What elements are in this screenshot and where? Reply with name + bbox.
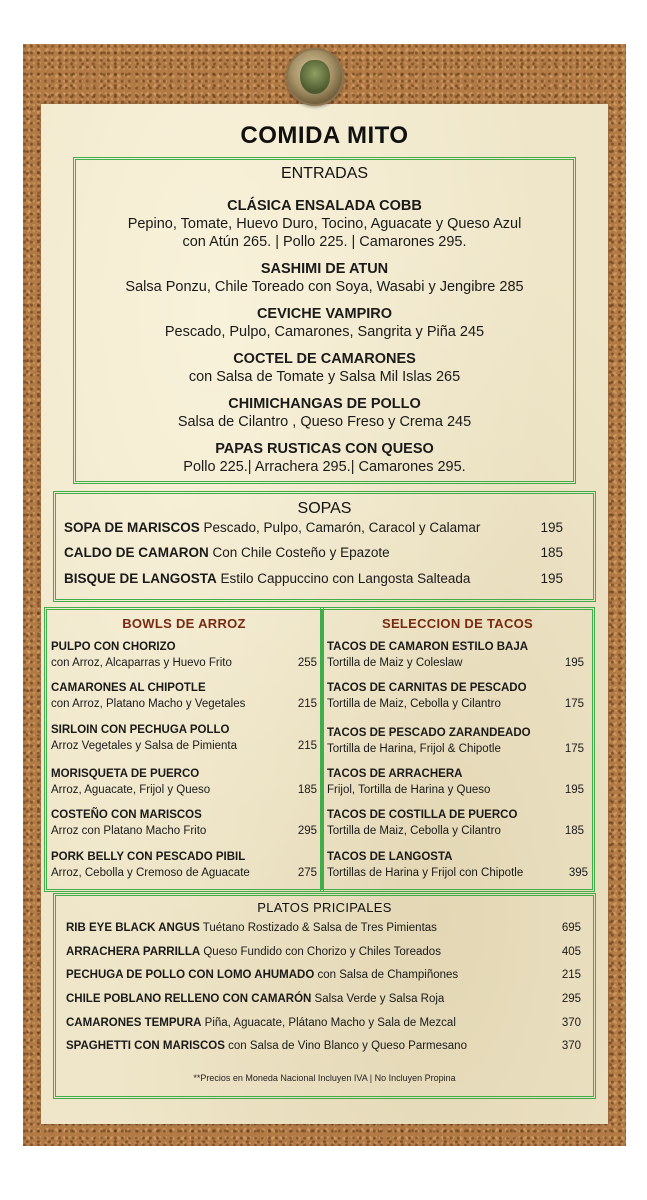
taco-price: 195 — [564, 784, 584, 796]
sopa-desc: Con Chile Costeño y Epazote — [208, 545, 390, 560]
bowl-price: 255 — [297, 657, 317, 669]
taco-price: 175 — [564, 743, 584, 755]
tacos-section — [320, 607, 595, 892]
plato-price: 370 — [561, 1017, 581, 1029]
bowl-price: 295 — [297, 825, 317, 837]
entrada-desc: con Salsa de Tomate y Salsa Mil Islas 265 — [188, 369, 461, 385]
bowl-item — [51, 767, 317, 798]
taco-price: 185 — [564, 825, 584, 837]
tacos-title: SELECCION DE TACOS — [381, 616, 534, 631]
sopa-name: BISQUE DE LANGOSTA — [64, 571, 217, 586]
plato-price: 405 — [561, 946, 581, 958]
plato-desc: con Salsa de Champiñones — [314, 969, 459, 981]
bowl-name: SIRLOIN CON PECHUGA POLLO — [51, 724, 230, 736]
bowl-desc: con Arroz, Platano Macho y Vegetales — [51, 698, 246, 710]
platos-title: PLATOS PRICIPALES — [257, 900, 392, 915]
menu-title: COMIDA MITO — [240, 122, 409, 149]
plato-name: PECHUGA DE POLLO CON LOMO AHUMADO — [66, 969, 315, 981]
plato-item — [66, 922, 581, 938]
plato-item — [66, 1040, 581, 1056]
sopa-name: CALDO DE CAMARON — [64, 545, 209, 560]
plato-price: 695 — [561, 922, 581, 934]
entradas-section — [73, 157, 576, 484]
entrada-extra: con Atún 265. | Pollo 225. | Camarones 295. — [182, 234, 467, 250]
taco-price: 175 — [564, 698, 584, 710]
taco-desc: Tortilla de Maiz, Cebolla y Cilantro — [327, 825, 501, 837]
taco-item — [327, 767, 584, 798]
bowl-name: PULPO CON CHORIZO — [51, 641, 176, 653]
entrada-item — [76, 350, 573, 386]
taco-name: TACOS DE CAMARON ESTILO BAJA — [327, 641, 529, 653]
entrada-name: PAPAS RUSTICAS CON QUESO — [215, 441, 434, 457]
plato-desc: con Salsa de Vino Blanco y Queso Parmesano — [224, 1040, 467, 1052]
bowl-desc: Arroz, Aguacate, Frijol y Queso — [51, 784, 211, 796]
plato-desc: Piña, Aguacate, Plátano Macho y Sala de Mezcal — [201, 1017, 456, 1029]
taco-name: TACOS DE ARRACHERA — [327, 768, 463, 780]
bowl-price: 275 — [297, 867, 317, 879]
plato-price: 295 — [561, 993, 581, 1005]
plato-name: CHILE POBLANO RELLENO CON CAMARÓN — [66, 993, 312, 1005]
entrada-desc: Salsa Ponzu, Chile Toreado con Soya, Wasabi y Jengibre 285 — [125, 279, 524, 295]
taco-price: 195 — [564, 657, 584, 669]
entrada-desc: Salsa de Cilantro , Queso Freso y Crema 245 — [177, 414, 472, 430]
plato-price: 215 — [561, 969, 581, 981]
entrada-name: CHIMICHANGAS DE POLLO — [228, 396, 421, 412]
entradas-title: ENTRADAS — [280, 165, 369, 182]
bowl-desc: Arroz Vegetales y Salsa de Pimienta — [51, 740, 238, 752]
entrada-name: COCTEL DE CAMARONES — [233, 351, 416, 367]
entrada-item — [76, 260, 573, 296]
bowl-name: MORISQUETA DE PUERCO — [51, 768, 200, 780]
taco-item — [327, 640, 584, 671]
sopa-price: 195 — [540, 520, 563, 535]
sopas-title: SOPAS — [297, 500, 352, 517]
sopas-section — [53, 491, 596, 602]
sopa-item — [64, 571, 563, 589]
bowl-item — [51, 808, 317, 839]
plato-item — [66, 946, 581, 962]
taco-item — [327, 726, 584, 757]
plato-price: 370 — [561, 1040, 581, 1052]
bowl-desc: Arroz, Cebolla y Cremoso de Aguacate — [51, 867, 250, 879]
plato-name: SPAGHETTI CON MARISCOS — [66, 1040, 225, 1052]
entrada-name: CLÁSICA ENSALADA COBB — [227, 198, 422, 214]
bowl-item — [51, 723, 317, 754]
taco-item — [327, 850, 588, 881]
taco-item — [327, 681, 584, 712]
plato-item — [66, 993, 581, 1009]
plato-name: ARRACHERA PARRILLA — [66, 946, 201, 958]
sopa-item — [64, 545, 563, 563]
entrada-item — [76, 440, 573, 476]
taco-price: 395 — [568, 867, 588, 879]
plato-desc: Salsa Verde y Salsa Roja — [311, 993, 445, 1005]
taco-desc: Tortillas de Harina y Frijol con Chipotle — [327, 867, 524, 879]
bowl-price: 215 — [297, 698, 317, 710]
taco-desc: Frijol, Tortilla de Harina y Queso — [327, 784, 491, 796]
plato-name: CAMARONES TEMPURA — [66, 1017, 202, 1029]
bowls-title: BOWLS DE ARROZ — [122, 616, 246, 631]
bowl-name: PORK BELLY CON PESCADO PIBIL — [51, 851, 246, 863]
entrada-desc: Pescado, Pulpo, Camarones, Sangrita y Piña 245 — [164, 324, 485, 340]
taco-desc: Tortilla de Maiz y Coleslaw — [327, 657, 463, 669]
sopa-item — [64, 520, 563, 538]
bowl-name: CAMARONES AL CHIPOTLE — [51, 682, 206, 694]
entrada-desc: Pollo 225.| Arrachera 295.| Camarones 295. — [183, 459, 466, 475]
taco-name: TACOS DE COSTILLA DE PUERCO — [327, 809, 518, 821]
entrada-desc: Pepino, Tomate, Huevo Duro, Tocino, Aguacate y Queso Azul — [127, 216, 522, 232]
entrada-item — [76, 197, 573, 251]
bowl-price: 185 — [297, 784, 317, 796]
plato-item — [66, 1017, 581, 1033]
entrada-name: CEVICHE VAMPIRO — [256, 306, 393, 322]
bowl-item — [51, 681, 317, 712]
bowl-item — [51, 850, 317, 881]
face-icon — [300, 60, 330, 94]
taco-item — [327, 808, 584, 839]
bowl-name: COSTEÑO CON MARISCOS — [51, 809, 202, 821]
entrada-item — [76, 395, 573, 431]
bowl-desc: Arroz con Platano Macho Frito — [51, 825, 207, 837]
platos-section — [53, 893, 596, 1099]
bowl-desc: con Arroz, Alcaparras y Huevo Frito — [51, 657, 232, 669]
bowl-item — [51, 640, 317, 671]
plato-item — [66, 969, 581, 985]
plato-name: RIB EYE BLACK ANGUS — [66, 922, 200, 934]
taco-name: TACOS DE PESCADO ZARANDEADO — [327, 727, 531, 739]
taco-desc: Tortilla de Maiz, Cebolla y Cilantro — [327, 698, 501, 710]
taco-desc: Tortilla de Harina, Frijol & Chipotle — [327, 743, 501, 755]
bowls-section — [44, 607, 324, 892]
sopa-price: 195 — [540, 571, 563, 586]
bowl-price: 215 — [297, 740, 317, 752]
sopa-name: SOPA DE MARISCOS — [64, 520, 200, 535]
mito-logo-medallion — [286, 48, 344, 106]
entrada-name: SASHIMI DE ATUN — [260, 261, 389, 277]
sopa-desc: Pescado, Pulpo, Camarón, Caracol y Calamar — [199, 520, 481, 535]
taco-name: TACOS DE CARNITAS DE PESCADO — [327, 682, 527, 694]
entrada-item — [76, 305, 573, 341]
plato-desc: Tuétano Rostizado & Salsa de Tres Pimientas — [199, 922, 437, 934]
sopa-price: 185 — [540, 545, 563, 560]
plato-desc: Queso Fundido con Chorizo y Chiles Toreados — [200, 946, 441, 958]
price-note: **Precios en Moneda Nacional Incluyen IVA | No Incluyen Propina — [193, 1073, 456, 1083]
taco-name: TACOS DE LANGOSTA — [327, 851, 453, 863]
sopa-desc: Estilo Cappuccino con Langosta Salteada — [216, 571, 471, 586]
